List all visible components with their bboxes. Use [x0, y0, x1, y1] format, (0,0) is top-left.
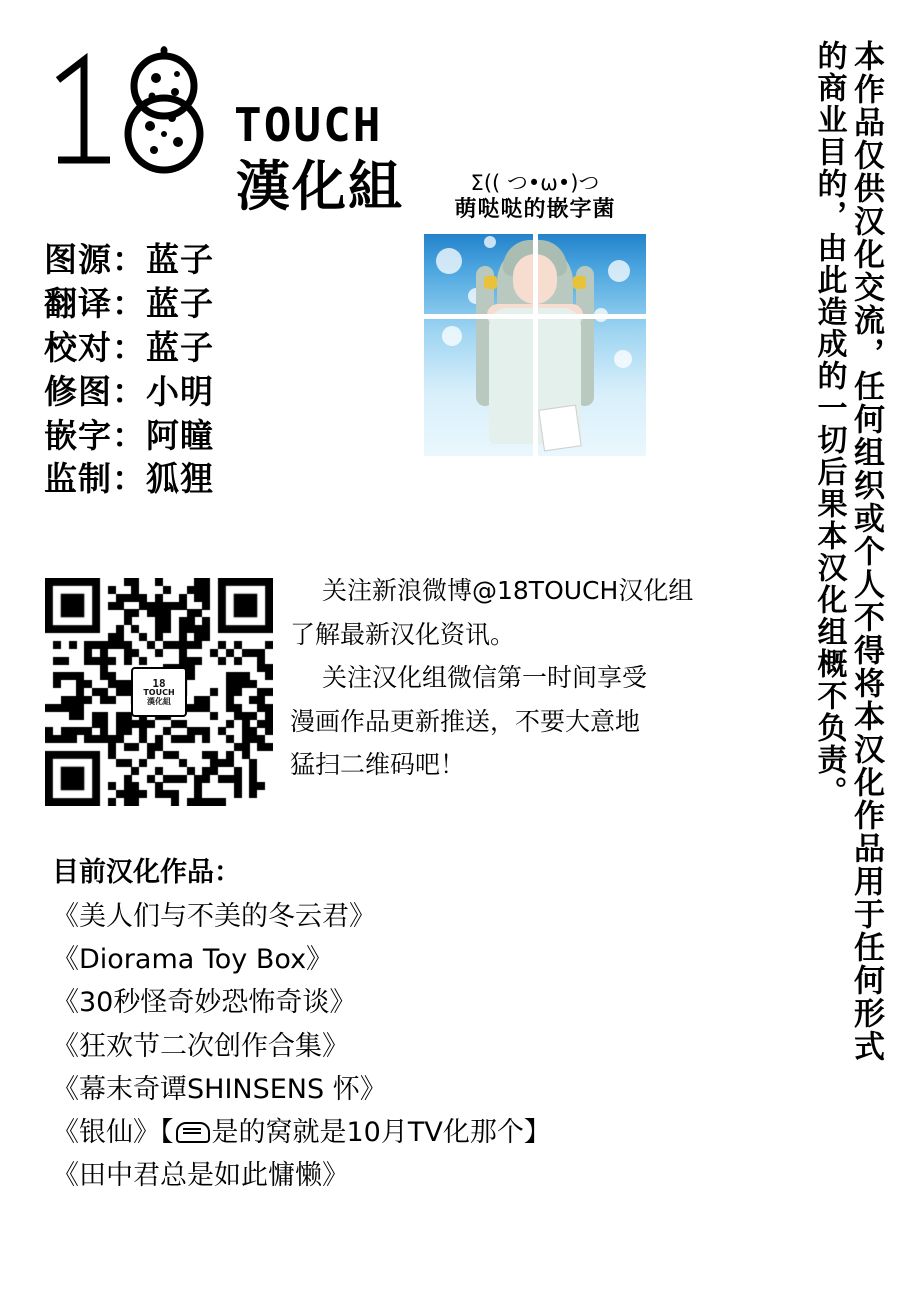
qr-center-logo: [131, 667, 187, 717]
weibo-line: 猛扫二维码吧！: [290, 750, 466, 779]
girl-illustration: [424, 230, 646, 456]
logo-18-icon: [44, 46, 220, 174]
work-item-suffix: 是的窝就是10月TV化那个】: [211, 1116, 551, 1148]
staff-row: 图源：蓝子: [44, 240, 214, 279]
works-heading: 目前汉化作品：: [52, 857, 241, 888]
kaomoji-text: Σ(( つ•ω•)つ: [470, 171, 600, 195]
logo-touch-text: TOUCH: [234, 98, 383, 152]
work-item: 《幕末奇谭SHINSENS 怀》: [52, 1073, 387, 1105]
work-item: 《30秒怪奇妙恐怖奇谈》: [52, 987, 357, 1019]
work-item-with-seal: [52, 1111, 692, 1154]
works-list: [52, 850, 692, 1197]
disclaimer: [812, 40, 882, 1270]
work-item-prefix: 《银仙》【: [52, 1116, 174, 1148]
work-item: 《美人们与不美的冬云君》: [52, 901, 376, 932]
staff-row: 翻译：蓝子: [44, 283, 214, 323]
group-logo: [44, 46, 464, 218]
staff-list: [44, 238, 374, 501]
staff-row: 监制：狐狸: [44, 459, 214, 499]
illustration-caption: 萌哒哒的嵌字菌: [454, 197, 616, 223]
weibo-line: 了解最新汉化资讯。: [290, 619, 516, 649]
weibo-line: 关注汉化组微信第一时间享受: [322, 663, 648, 692]
staff-row: 嵌字：阿瞳: [44, 415, 214, 455]
wechat-qr-code[interactable]: [45, 578, 273, 806]
qr-center-label: TOUCH: [143, 687, 175, 697]
weibo-paragraph: [290, 572, 760, 790]
weibo-line: 漫画作品更新推送，不要大意地: [290, 706, 641, 736]
work-item: 《狂欢节二次创作合集》: [52, 1030, 349, 1062]
qr-center-sub: 漢化組: [147, 696, 171, 706]
logo-group-text: 漢化組: [236, 155, 404, 218]
staff-row: 修图：小明: [44, 371, 214, 411]
qr-center-top: 18: [152, 676, 166, 690]
work-item: 《田中君总是如此慵懒》: [52, 1160, 349, 1192]
work-item: 《Diorama Toy Box》: [52, 944, 334, 976]
weibo-line: 关注新浪微博@18TOUCH汉化组: [322, 576, 694, 605]
stamp-icon: [176, 1122, 210, 1143]
disclaimer-column-1: 本作品仅供汉化交流，任何组织或个人不得将本汉化作品用于任何形式: [848, 40, 884, 1063]
disclaimer-column-2: 的商业目的，由此造成的一切后果本汉化组概不负责。: [811, 40, 847, 808]
staff-row: 校对：蓝子: [44, 327, 214, 367]
illustration-block: [410, 170, 660, 500]
